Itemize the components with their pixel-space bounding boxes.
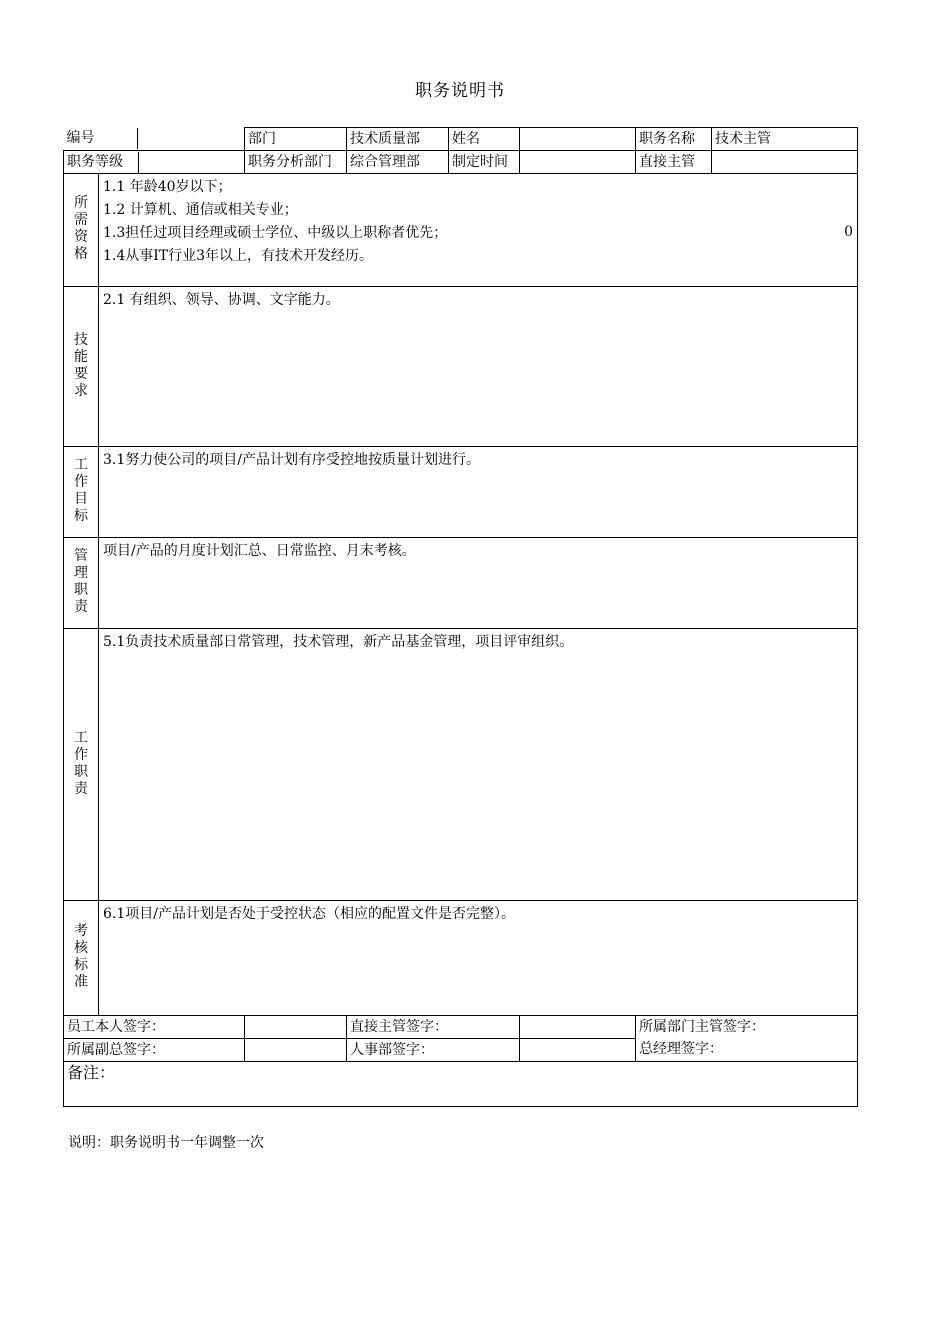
goals-label-cell <box>64 447 99 538</box>
hr-signature-label: 人事部签字： <box>347 1039 520 1062</box>
id-label: 编号 <box>64 128 138 149</box>
grade-label: 职务等级 <box>64 152 138 173</box>
header-row-1 <box>64 128 858 151</box>
management-content[interactable] <box>99 538 858 629</box>
remark-cell[interactable] <box>64 1062 858 1107</box>
qualifications-label: 所需资格 <box>74 195 88 262</box>
deputy-gm-signature-label: 所属副总签字： <box>64 1039 245 1062</box>
qualifications-row <box>64 174 858 287</box>
footer-note: 说明：职务说明书一年调整一次 <box>68 1135 264 1151</box>
qualification-line-2: 1.2 计算机、通信或相关专业； <box>103 202 298 218</box>
analysis-dept-label: 职务分析部门 <box>245 151 347 174</box>
date-label: 制定时间 <box>449 151 520 174</box>
signature-row-2 <box>64 1039 858 1062</box>
document-title: 职务说明书 <box>415 81 505 101</box>
skills-label: 技能要求 <box>74 331 88 399</box>
qualification-line-3: 1.3担任过项目经理或硕士学位、中级以上职称者优先； <box>103 225 448 241</box>
remark-label: 备注： <box>67 1063 116 1082</box>
goals-label: 工作目标 <box>74 457 88 524</box>
management-label-cell <box>64 538 99 629</box>
supervisor-value[interactable] <box>712 151 858 174</box>
skills-line-1: 2.1 有组织、领导、协调、文字能力。 <box>103 292 340 308</box>
name-value[interactable] <box>520 128 636 151</box>
duties-content[interactable] <box>99 629 858 901</box>
dept-label: 部门 <box>245 128 347 151</box>
id-value[interactable] <box>138 128 245 149</box>
management-row <box>64 538 858 629</box>
duties-label: 工作职责 <box>74 729 88 797</box>
hr-signature-field[interactable] <box>520 1039 636 1062</box>
goals-line-1: 3.1努力使公司的项目/产品计划有序受控地按质量计划进行。 <box>103 452 480 468</box>
assessment-label: 考核标准 <box>74 923 88 990</box>
skills-content[interactable] <box>99 287 858 447</box>
assessment-row <box>64 901 858 1016</box>
goals-content[interactable] <box>99 447 858 538</box>
signature-row-1 <box>64 1016 858 1039</box>
analysis-dept-value[interactable]: 综合管理部 <box>347 151 449 174</box>
qualification-line-1: 1.1 年龄40岁以下； <box>103 179 232 195</box>
dept-head-signature-label: 所属部门主管签字： <box>636 1016 858 1039</box>
assessment-label-cell <box>64 901 99 1016</box>
date-value[interactable] <box>520 151 636 174</box>
remark-row <box>64 1062 858 1107</box>
skills-label-cell <box>64 287 99 447</box>
goals-row <box>64 447 858 538</box>
management-line-1: 项目/产品的月度计划汇总、日常监控、月末考核。 <box>103 543 416 559</box>
supervisor-label: 直接主管 <box>636 151 712 174</box>
name-label: 姓名 <box>449 128 520 151</box>
job-description-form <box>63 127 858 1107</box>
duties-line-1: 5.1负责技术质量部日常管理，技术管理，新产品基金管理，项目评审组织。 <box>103 634 574 650</box>
skills-row <box>64 287 858 447</box>
position-label: 职务名称 <box>636 128 712 151</box>
direct-supervisor-signature-label: 直接主管签字： <box>347 1016 520 1039</box>
header-row-2 <box>64 151 858 174</box>
direct-supervisor-signature-field[interactable] <box>520 1016 636 1039</box>
qualification-value: 0 <box>844 224 853 240</box>
assessment-content[interactable] <box>99 901 858 1016</box>
duties-label-cell <box>64 629 99 901</box>
employee-signature-label: 员工本人签字： <box>64 1016 245 1039</box>
grade-value[interactable] <box>138 152 245 173</box>
qualification-line-4: 1.4从事IT行业3年以上，有技术开发经历。 <box>103 248 374 264</box>
employee-signature-field[interactable] <box>245 1016 347 1039</box>
gm-signature-label: 总经理签字： <box>636 1039 858 1062</box>
position-value[interactable]: 技术主管 <box>712 128 858 151</box>
duties-row <box>64 629 858 901</box>
dept-value[interactable]: 技术质量部 <box>347 128 449 151</box>
deputy-gm-signature-field[interactable] <box>245 1039 347 1062</box>
qualifications-content[interactable] <box>99 174 858 287</box>
management-label: 管理职责 <box>74 548 88 615</box>
assessment-line-1: 6.1项目/产品计划是否处于受控状态（相应的配置文件是否完整）。 <box>103 906 515 922</box>
qualifications-label-cell <box>64 174 99 287</box>
